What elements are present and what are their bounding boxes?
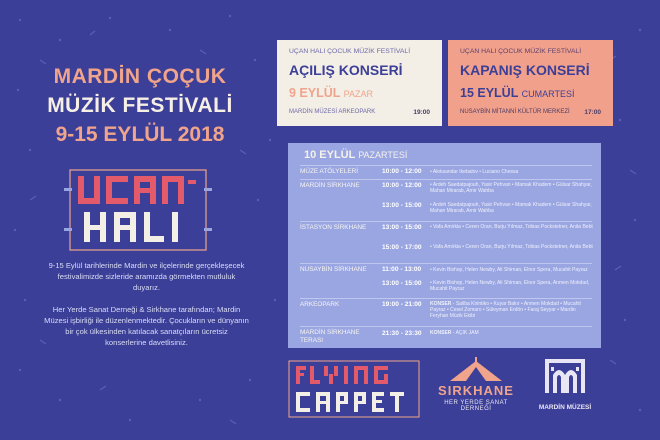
concert-label: KONSER [430, 330, 452, 336]
opening-date-value: 9 EYLÜL [289, 86, 341, 100]
concert-lineup: - Saliba Kirintiko • Kuyar Bakır • Anmen Mokdad • Mucahit Payraz • Cesel Zomaro • Süleyman Erdön • Faraj Seyyar • Mardin Feryhan Müzik Ekibi [430, 301, 581, 320]
opening-day: PAZAR [343, 89, 373, 99]
title-line-1: MARDİN ÇOÇUK [53, 65, 227, 88]
schedule-time: 19:00 - 21:00 [382, 301, 422, 308]
schedule-performers: • Vafa Amirkia • Ceren Oran, Burju Yılmaz, Tobias Pockstetner, Anita Bebt [430, 244, 593, 250]
closing-venue: NUSAYBİN MİTANNİ KÜLTÜR MERKEZİ [460, 109, 570, 115]
schedule-time: 21:30 - 23:30 [382, 330, 422, 337]
schedule-venue: NUSAYBİN SİRKHANE [300, 266, 367, 273]
schedule-row [300, 263, 592, 298]
festival-description-1: 9-15 Eylül tarihlerinde Mardin ve ilçelerinde gerçekleşecek festivalimizde sizleride aramızda görmekten mutluluk duyarız. [48, 261, 245, 292]
schedule-performers: • Ardeh Saedatpajouh, Yasir Pehvan • Mamak Khadem • Gülsar Shahyar, Mahan Mirarab, Arnir Wahba [430, 202, 592, 215]
schedule-performers [430, 301, 595, 320]
opening-time: 19:00 [413, 109, 430, 116]
mardin-muzesi-name: MARDİN MÜZESİ [538, 404, 592, 411]
schedule-time: 15:00 - 17:00 [382, 244, 422, 251]
schedule-row [300, 298, 592, 327]
flying-carpet-logo [288, 360, 420, 418]
schedule-time: 11:00 - 13:00 [382, 266, 422, 273]
schedule-performers: • Kevin Bishop, Helen Newby, Ali Shirnan, Elnor Spera, Anmen Mokdad, Mucahit Payraz [430, 280, 590, 293]
schedule-row [300, 179, 592, 220]
schedule-time: 13:00 - 15:00 [382, 280, 422, 287]
schedule-time: 13:00 - 15:00 [382, 224, 422, 231]
sirkhane-subtitle: HER YERDE SANAT DERNEĞİ [444, 400, 508, 412]
schedule-time: 10:00 - 12:00 [382, 182, 422, 189]
schedule-panel [288, 143, 601, 348]
schedule-venue: ARKEOPARK [300, 301, 340, 308]
closing-festival-name: UÇAN HALI ÇOCUK MÜZİK FESTİVALİ [460, 48, 582, 55]
closing-date [460, 86, 574, 100]
closing-date-value: 15 EYLÜL [460, 86, 519, 100]
schedule-date-value: 10 EYLÜL [304, 149, 356, 161]
opening-venue: MARDİN MÜZESİ ARKEOPARK [289, 109, 376, 115]
tent-icon [446, 357, 506, 383]
opening-date [289, 86, 373, 100]
sirkhane-logo [430, 355, 522, 420]
schedule-venue: MÜZE ATÖLYELERİ [300, 168, 359, 175]
schedule-row [300, 165, 592, 180]
schedule-performers [430, 330, 595, 336]
concert-lineup: - AÇIK JAM [452, 330, 479, 336]
schedule-venue: MARDİN SİRKHANE [300, 182, 360, 189]
schedule-venue: MARDİN SİRKHANE TERASI [300, 329, 360, 344]
festival-title [40, 62, 240, 149]
schedule-day: PAZARTESİ [358, 150, 408, 160]
schedule-time: 10:00 - 12:00 [382, 168, 422, 175]
closing-concert-card [448, 40, 613, 126]
schedule-performers: • Vafa Amirkia • Ceren Oran, Burju Yılmaz, Tobias Pockstetner, Anita Bebt [430, 224, 593, 230]
schedule-date [304, 149, 407, 161]
schedule-row [300, 221, 592, 262]
sirkhane-name: SIRKHANE [438, 383, 514, 398]
title-line-3: 9-15 EYLÜL 2018 [55, 123, 225, 146]
schedule-time: 13:00 - 15:00 [382, 202, 422, 209]
schedule-row [300, 326, 592, 347]
mardin-muzesi-logo [530, 355, 600, 420]
title-line-2: MÜZİK FESTİVALİ [47, 94, 233, 117]
schedule-venue: İSTASYON SİRKHANE [300, 224, 367, 231]
closing-day: CUMARTESİ [521, 89, 575, 99]
schedule-performers: • Aleksandar Ikebalov • Luciano Chessa [430, 169, 519, 175]
schedule-performers: • Kevin Bishop, Helen Newby, Ali Shirnan, Elnor Spera, Mucahit Payraz [430, 267, 588, 273]
closing-time: 17:00 [584, 109, 601, 116]
opening-festival-name: UÇAN HALI ÇOCUK MÜZİK FESTİVALİ [289, 48, 411, 55]
concert-label: KONSER [430, 301, 452, 307]
museum-building-icon [543, 355, 587, 395]
festival-description-2: Her Yerde Sanat Derneği & Sirkhane tarafından; Mardin Müzesi işbirliği ile düzenlenmektedir. Çocukların ve dünyanın bir çok ülkesinden katılacak sanatçıların ücretsiz konserlerine davetlisiniz. [44, 305, 249, 347]
opening-title: AÇILIŞ KONSERİ [289, 62, 403, 78]
schedule-performers: • Ardeh Saedatpajouh, Yasir Pehvan • Mamak Khadem • Gülsar Shahyar, Mahan Mirarab, Arnir Wahba [430, 182, 592, 195]
ucan-hali-logo [64, 168, 212, 252]
opening-concert-card [277, 40, 442, 126]
closing-title: KAPANIŞ KONSERİ [460, 62, 590, 78]
